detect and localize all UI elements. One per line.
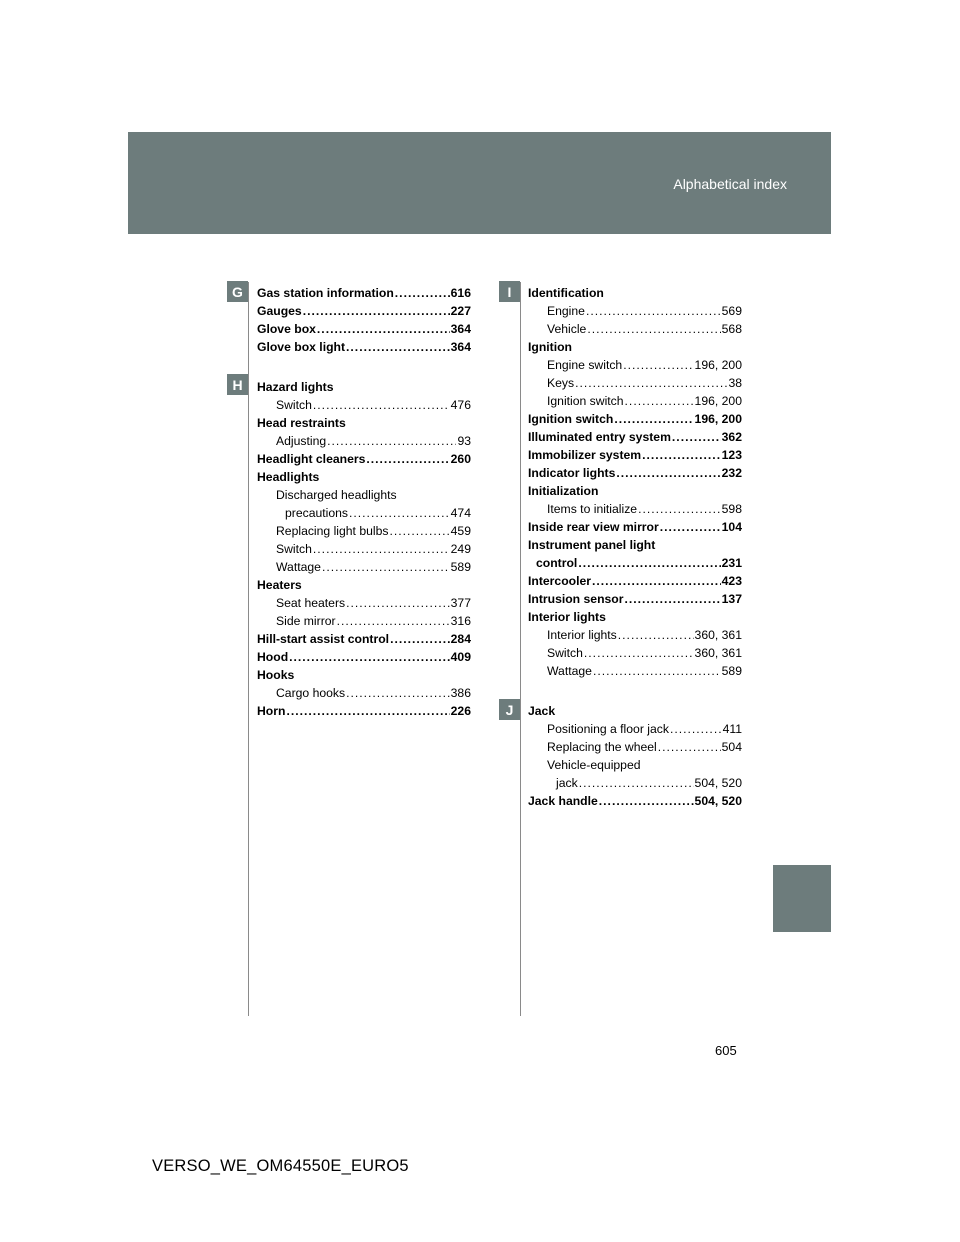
index-page-ref[interactable]: 284 xyxy=(450,632,471,646)
document-code: VERSO_WE_OM64550E_EURO5 xyxy=(152,1157,409,1175)
dot-leader xyxy=(346,338,450,356)
index-term: Replacing the wheel xyxy=(547,740,657,754)
index-term: Side mirror xyxy=(276,614,336,628)
section-letter-i: I xyxy=(499,281,520,302)
index-term: Switch xyxy=(276,542,312,556)
index-term: Ignition switch xyxy=(547,394,624,408)
index-entry xyxy=(528,774,742,792)
dot-leader xyxy=(395,284,450,302)
dot-leader xyxy=(327,432,456,450)
index-term: Immobilizer system xyxy=(528,448,642,462)
dot-leader xyxy=(346,594,450,612)
index-entry xyxy=(528,446,742,464)
index-page-ref[interactable]: 227 xyxy=(450,304,471,318)
section-gap xyxy=(528,680,742,702)
index-term: Indicator lights xyxy=(528,466,616,480)
index-term: Keys xyxy=(547,376,575,390)
dot-leader xyxy=(389,522,449,540)
index-term: Hood xyxy=(257,650,289,664)
index-entry xyxy=(257,302,471,320)
index-entry xyxy=(528,738,742,756)
index-term: Gauges xyxy=(257,304,302,318)
index-term: Interior lights xyxy=(528,610,606,624)
index-term: Wattage xyxy=(547,664,592,678)
index-entry xyxy=(257,522,471,540)
index-term: jack xyxy=(556,776,578,790)
index-page-ref[interactable]: 568 xyxy=(721,322,742,336)
index-term: Jack handle xyxy=(528,794,598,808)
index-entry xyxy=(528,702,742,720)
index-term: precautions xyxy=(285,506,349,520)
index-term: Illuminated entry system xyxy=(528,430,671,444)
dot-leader xyxy=(578,554,720,572)
dot-leader xyxy=(289,648,450,666)
index-term: Hooks xyxy=(257,668,295,682)
index-term: Replacing light bulbs xyxy=(276,524,389,538)
index-term: Hazard lights xyxy=(257,380,334,394)
index-page-ref[interactable]: 38 xyxy=(728,376,742,390)
dot-leader xyxy=(625,392,694,410)
section-letter-j: J xyxy=(499,699,520,720)
index-entry xyxy=(528,284,742,302)
index-entry xyxy=(528,792,742,810)
section-letter-h: H xyxy=(227,374,248,395)
index-page-ref[interactable]: 360, 361 xyxy=(694,646,742,660)
index-term: Initialization xyxy=(528,484,599,498)
index-page-ref[interactable]: 474 xyxy=(450,506,471,520)
index-entry xyxy=(257,594,471,612)
index-entry xyxy=(528,662,742,680)
index-term: Ignition xyxy=(528,340,572,354)
index-entry xyxy=(257,338,471,356)
index-term: Hill-start assist control xyxy=(257,632,390,646)
index-term: Items to initialize xyxy=(547,502,638,516)
index-entry xyxy=(257,648,471,666)
index-term: Headlights xyxy=(257,470,320,484)
index-entry xyxy=(528,320,742,338)
index-term: Switch xyxy=(547,646,583,660)
index-term: Ignition switch xyxy=(528,412,614,426)
index-entry xyxy=(257,684,471,702)
index-entry xyxy=(528,338,742,356)
index-page-ref[interactable]: 589 xyxy=(721,664,742,678)
dot-leader xyxy=(658,738,721,756)
index-entry xyxy=(257,702,471,720)
column-divider-left xyxy=(248,282,249,1016)
index-entry xyxy=(528,626,742,644)
index-page-ref[interactable]: 411 xyxy=(722,722,742,736)
index-entry xyxy=(528,518,742,536)
index-term: Interior lights xyxy=(547,628,617,642)
index-entry xyxy=(528,428,742,446)
index-page-ref[interactable]: 360, 361 xyxy=(694,628,742,642)
index-page-ref[interactable]: 589 xyxy=(450,560,471,574)
index-entry xyxy=(528,356,742,374)
index-page-ref[interactable]: 616 xyxy=(450,286,471,300)
index-page-ref[interactable]: 316 xyxy=(450,614,471,628)
dot-leader xyxy=(303,302,450,320)
index-term: Glove box light xyxy=(257,340,346,354)
dot-leader xyxy=(642,446,721,464)
index-term: Intrusion sensor xyxy=(528,592,624,606)
side-tab xyxy=(773,865,831,932)
dot-leader xyxy=(317,320,450,338)
dot-leader xyxy=(624,590,720,608)
index-page-ref[interactable]: 362 xyxy=(721,430,742,444)
index-entry xyxy=(528,464,742,482)
dot-leader xyxy=(593,662,721,680)
dot-leader xyxy=(616,464,720,482)
index-term: Seat heaters xyxy=(276,596,346,610)
index-term: control xyxy=(536,556,578,570)
dot-leader xyxy=(670,720,722,738)
dot-leader xyxy=(390,630,450,648)
index-entry xyxy=(528,720,742,738)
index-entry xyxy=(257,630,471,648)
index-entry xyxy=(257,576,471,594)
dot-leader xyxy=(366,450,449,468)
index-term: Head restraints xyxy=(257,416,346,430)
page-number: 605 xyxy=(715,1043,737,1058)
index-term: Vehicle xyxy=(547,322,587,336)
index-page-ref[interactable]: 196, 200 xyxy=(694,358,742,372)
index-page-ref[interactable]: 249 xyxy=(450,542,471,556)
dot-leader xyxy=(592,572,721,590)
index-page-ref[interactable]: 93 xyxy=(457,434,471,448)
index-page-ref[interactable]: 196, 200 xyxy=(694,394,742,408)
index-entry xyxy=(528,392,742,410)
index-entry xyxy=(528,536,742,554)
index-entry xyxy=(257,504,471,522)
index-entry xyxy=(528,644,742,662)
header-band xyxy=(128,132,831,234)
dot-leader xyxy=(660,518,721,536)
index-page-ref[interactable]: 226 xyxy=(450,704,471,718)
index-page-ref[interactable]: 504, 520 xyxy=(694,776,742,790)
index-page-ref[interactable]: 409 xyxy=(450,650,471,664)
index-term: Cargo hooks xyxy=(276,686,346,700)
index-term: Inside rear view mirror xyxy=(528,520,659,534)
index-column-right xyxy=(528,284,742,810)
index-page-ref[interactable]: 377 xyxy=(450,596,471,610)
index-page-ref[interactable]: 231 xyxy=(721,556,742,570)
index-entry xyxy=(528,302,742,320)
index-page-ref[interactable]: 459 xyxy=(450,524,471,538)
index-term: Positioning a floor jack xyxy=(547,722,669,736)
dot-leader xyxy=(313,396,450,414)
section-letter-g: G xyxy=(227,281,248,302)
index-page-ref[interactable]: 232 xyxy=(721,466,742,480)
index-term: Heaters xyxy=(257,578,302,592)
index-entry xyxy=(257,320,471,338)
index-entry xyxy=(528,482,742,500)
dot-leader xyxy=(614,410,693,428)
index-term: Glove box xyxy=(257,322,316,336)
index-page-ref[interactable]: 196, 200 xyxy=(694,412,742,426)
index-term: Identification xyxy=(528,286,604,300)
header-title: Alphabetical index xyxy=(673,176,787,192)
index-entry xyxy=(257,450,471,468)
dot-leader xyxy=(579,774,694,792)
index-term: Horn xyxy=(257,704,286,718)
index-entry xyxy=(257,486,471,504)
dot-leader xyxy=(286,702,449,720)
dot-leader xyxy=(587,320,720,338)
index-entry xyxy=(257,284,471,302)
dot-leader xyxy=(672,428,721,446)
index-entry xyxy=(528,410,742,428)
index-page-ref[interactable]: 476 xyxy=(450,398,471,412)
dot-leader xyxy=(618,626,694,644)
dot-leader xyxy=(584,644,694,662)
index-term: Instrument panel light xyxy=(528,538,656,552)
index-entry xyxy=(528,500,742,518)
index-term: Discharged headlights xyxy=(276,488,397,502)
index-page-ref[interactable]: 364 xyxy=(450,340,471,354)
index-column-left xyxy=(257,284,471,720)
index-entry xyxy=(257,666,471,684)
dot-leader xyxy=(346,684,450,702)
dot-leader xyxy=(322,558,450,576)
index-term: Adjusting xyxy=(276,434,327,448)
dot-leader xyxy=(586,302,721,320)
index-page-ref[interactable]: 504 xyxy=(721,740,742,754)
index-page-ref[interactable]: 137 xyxy=(721,592,742,606)
index-entry xyxy=(528,756,742,774)
dot-leader xyxy=(349,504,450,522)
index-entry xyxy=(257,432,471,450)
index-page-ref[interactable]: 260 xyxy=(450,452,471,466)
index-entry xyxy=(257,468,471,486)
index-page-ref[interactable]: 123 xyxy=(721,448,742,462)
index-page-ref[interactable]: 423 xyxy=(721,574,742,588)
index-entry xyxy=(528,572,742,590)
index-page-ref[interactable]: 104 xyxy=(721,520,742,534)
index-term: Headlight cleaners xyxy=(257,452,366,466)
dot-leader xyxy=(575,374,727,392)
index-page-ref[interactable]: 504, 520 xyxy=(694,794,742,808)
index-entry xyxy=(257,378,471,396)
index-entry xyxy=(257,414,471,432)
index-term: Wattage xyxy=(276,560,321,574)
index-entry xyxy=(257,396,471,414)
index-entry xyxy=(257,612,471,630)
index-term: Vehicle-equipped xyxy=(547,758,641,772)
dot-leader xyxy=(623,356,693,374)
index-page-ref[interactable]: 598 xyxy=(721,502,742,516)
index-term: Engine xyxy=(547,304,585,318)
index-page-ref[interactable]: 386 xyxy=(450,686,471,700)
index-entry xyxy=(257,558,471,576)
dot-leader xyxy=(599,792,694,810)
index-term: Jack xyxy=(528,704,556,718)
index-entry xyxy=(528,374,742,392)
index-entry xyxy=(528,590,742,608)
index-term: Gas station information xyxy=(257,286,394,300)
index-page-ref[interactable]: 569 xyxy=(721,304,742,318)
index-term: Switch xyxy=(276,398,312,412)
index-entry xyxy=(257,540,471,558)
column-divider-right xyxy=(520,282,521,1016)
index-page-ref[interactable]: 364 xyxy=(450,322,471,336)
index-entry xyxy=(528,608,742,626)
index-entry xyxy=(528,554,742,572)
dot-leader xyxy=(337,612,450,630)
index-term: Intercooler xyxy=(528,574,591,588)
dot-leader xyxy=(638,500,721,518)
index-term: Engine switch xyxy=(547,358,623,372)
dot-leader xyxy=(313,540,450,558)
section-gap xyxy=(257,356,471,378)
